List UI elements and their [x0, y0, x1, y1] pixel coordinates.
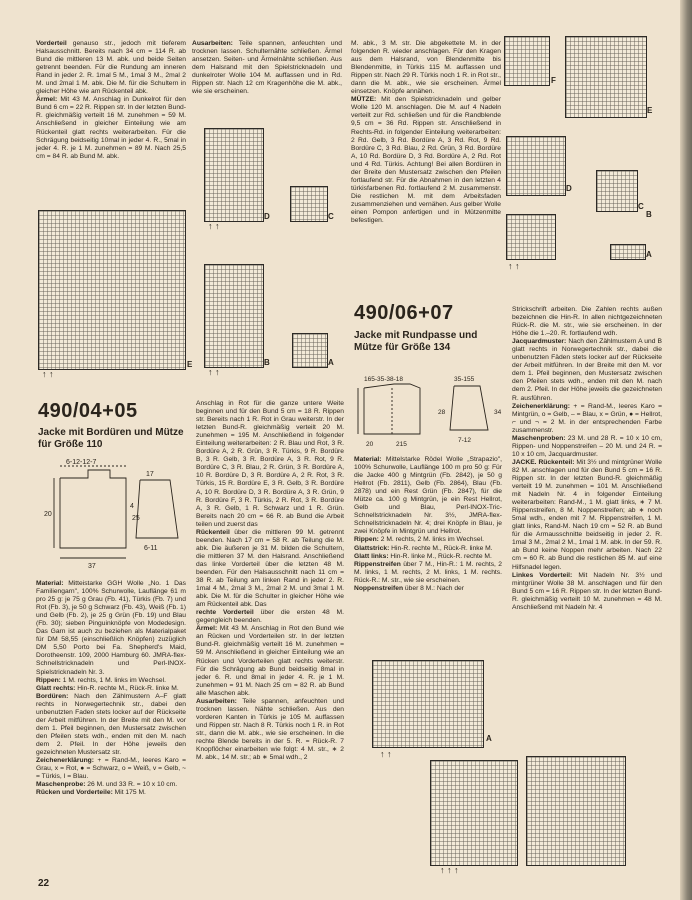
col3-top-text	[351, 40, 501, 225]
col2-bottom-text	[196, 400, 344, 762]
dim-label: 37	[88, 563, 96, 570]
paragraph: Material: Mittelstarke Rödel Wolle „Strapazio", 100% Schurwolle, Lauflänge 100 m pro 50 g: Für die Jacke 400 g Mintgrün (Fb. 2842), je 50 g Hellrot (Fb. 2811), Gelb (Fb. 2864), Blau (Fb. 2878) und ein Rest Grün (Fb. 2847), für die Mütze ca. 100 g Mintgrün, je ein Rest Hellrot, Gelb und Blau, Perl-INOX-Tric-Schnellstricknadeln Nr. 3½, JMRA-flex-Schnellstricknadeln Nr. 4; drei Knöpfe in Blau, je zwei Knöpfe in Mintgrün und Hellrot.	[354, 456, 502, 536]
chart-d-right	[506, 136, 566, 196]
col4-text	[512, 306, 662, 612]
paragraph: JACKE. Rückenteil: Mit 3½ und mintgrüner Wolle 82 M. anschlagen und für den Bund 5 cm = 16 R. Rippen str. In der letzten Bund-R. gleichmäßig verteilt 19 M. zunehmen = 101 M. Anschließend mit Nadeln Nr. 4 in folgender Einteilung weiterarbeiten: Rand-M., 1 M. glatt links, ∗ 7 M. Rippenstreifen, 8 M. Noppenstreifen; ab ∗ noch 5mal wdh., enden mit 7 M. Rippenstreifen, 1 M. glatt links, Rand-M. Nach 19 cm = 52 R. ab Bund für die Armausschnitte beidseitig in jeder 2. R. 1mal 3 M., 2mal 2 M., 1mal 1 M. abk. In der 59. R. ab Bund keine Noppen mehr arbeiten. Nach 22 cm = 60 R. ab Bund die restlichen 85 M. auf eine Hilfsnadel legen.	[512, 458, 662, 571]
dim-label: 20	[44, 511, 52, 518]
dim-label: 25	[132, 515, 140, 522]
chart-label: B	[264, 358, 270, 367]
chart-b-middle	[204, 264, 264, 368]
arrow-icon: ↑ ↑	[42, 369, 54, 379]
jacket-schematic-134	[354, 374, 504, 454]
dim-label: 4	[130, 503, 134, 510]
paragraph: Ärmel: Mit 43 M. Anschlag in Dunkelrot für den Bund 6 cm = 22 R. Rippen str. In der letzten Bund-R. gleichmäßig verteilt 16 M. zunehmen = 59 M. Anschließend in gleicher Einteilung wie am Rückenteil glatt rechts weiterarbeiten. Für die Schrägung beidseitig 10mal in jeder 4. R., 5mal in jeder 4. R. je 1 M. zunehmen = 89 M. Nach 25,5 cm = 84 R. ab Bund M. abk.	[36, 96, 186, 160]
dim-label: 6-11	[144, 545, 158, 552]
page-binding	[680, 0, 692, 900]
dim-label: 17	[146, 471, 154, 478]
arrow-icon: ↑ ↑	[208, 367, 220, 377]
col3-bottom-text	[354, 456, 502, 593]
yoke-chart-left	[430, 760, 518, 866]
dim-label: 7-12	[458, 437, 472, 444]
arrow-icon: ↑ ↑ ↑	[440, 865, 459, 875]
paragraph: Ausarbeiten: Teile spannen, anfeuchten und trocknen lassen. Nähte schließen. Aus den vorderen Kanten in Türkis je 105 M. auffassen und Rippen str. Nach 8 R. Türkis noch 1 R. in Rot str., dann die M. abk., wie sie erscheinen. In die rechte Blende bereits in der 5. R. = Rück-R. 7 Knopflöcher einarbeiten wie folgt: 4 M. str., ∗ 2 M. abk., 14 M. str.; ab ∗ 5mal wdh., 2	[196, 697, 344, 762]
paragraph: Anschlag in Rot für die ganze untere Weite beginnen und für den Bund 5 cm = 18 R. Rippen str. Bereits nach 1 R. Rot in Grau weiterstr. In der letzten Bund-R. gleichmäßig verteilt 20 M. zunehmen = 195 M. Anschließend in folgender Einteilung weiterarbeiten: 2 R. Blau und Rot, 3 R. Bordüre A, 2 R. Grün, 3 R. Türkis, 9 R. Bordüre B, 3 R. Gelb, 3 R. Bordüre A, 3 R. Rot, 9 R. Bordüre C, 3 R. Blau, 2 R. Grün, 3 R. Bordüre A, 10 R. Bordüre D, 3 R. Bordüre A, 2 R. Rot, 3 R. Türkis, 15 R. Bordüre E, 3 R. Gelb, 3 R. Bordüre A, 10 R. Bordüre D, 3 R. Bordüre A, 3 R. Grün, 9 R. Bordüre F, 3 R. Türkis, 2 R. Rot, 3 R. Bordüre A, 3 R. Gelb, 1 R. Schwarz und 1 R. Grün. Bereits nach 20 cm = 66 R. ab Bund die Arbeit teilen und zuerst das	[196, 400, 344, 528]
chart-c-middle	[290, 186, 328, 222]
paragraph: MÜTZE: Mit den Spielstricknadeln und gelber Wolle 120 M. anschlagen. Die M. auf 4 Nadeln verteilt zur Rd. schließen und für die Randblende 9,5 cm = 36 Rd. Rippen str. Anschließend in Rechts-Rd. in folgender Einteilung weiterarbeiten: 2 Rd. Gelb, 3 Rd. Bordüre A, 3 Rd. Rot, 9 Rd. Bordüre C, 3 Rd. Blau, 2 Rd. Grün, 3 Rd. Bordüre A, 10 Rd. Bordüre D, 3 Rd. Bordüre A, 2 Rd. Rot und 4 Rd. Türkis. Achtung! Bei allen Bordüren in der Breite den Mustersatz zwischen den Pfeilen fortlaufend str. Für die Abnahmen in den letzten 4 türkisfarbenen Rd. fortlaufend 2 M. zusammenstr. Die restlichen M. mit dem Arbeitsfaden zusammenziehen und vernähen. Aus gelber Wolle einen Pompon anfertigen und in Mützenmitte befestigen.	[351, 96, 501, 225]
col1-bottom-text	[36, 580, 186, 797]
paragraph: Linkes Vorderteil: Mit Nadeln Nr. 3½ und mintgrüner Wolle 38 M. anschlagen und für den Bund 5 cm = 16 R. Rippen str. In der letzten Bund-R. gleichmäßig verteilt 10 M. zunehmen = 48 M. Anschließend mit Nadeln Nr. 4	[512, 571, 662, 611]
pattern-number: 490/04+05	[38, 400, 138, 422]
chart-label: A	[486, 734, 492, 743]
dim-label: 215	[396, 441, 407, 448]
paragraph: Strickschrift arbeiten. Die Zahlen rechts außen bezeichnen die Hin-R. In allen nichtgezeichneten Rück-R. die M. str., wie sie erscheinen. In der Höhe die 1.–20. R. fortlaufend wdh.	[512, 306, 662, 338]
pattern-number: 490/06+07	[354, 302, 454, 324]
paragraph: Glatt links: Hin-R. linke M., Rück-R. rechte M.	[354, 552, 492, 560]
dim-label: 6-12-12-7	[66, 459, 97, 466]
chart-a-middle	[292, 333, 328, 368]
nopp-chart	[372, 660, 484, 748]
dim-label: 165-35-38-18	[364, 376, 404, 383]
paragraph: Rückenteil über die mittleren 99 M. getrennt beenden. Nach 17 cm = 58 R. ab Teilung die M. abk. Die äußeren je 31 M. bilden die Schultern, die mittleren 37 M. den Halsrand. Anschließend das linke Vorderteil über die letzten 48 M. beenden. Für den Halsausschnitt nach 11 cm = 38 R. ab Teilung am linken Rand in jeder 2. R. 1mal 4 M., 2mal 3 M., 2mal 2 M. und 3mal 1 M. abk. Die M. für die Schulter in gleicher Höhe wie am Rückenteil abk. Das	[196, 528, 344, 609]
paragraph: Glattstrick: Hin-R. rechte M., Rück-R. linke M.	[354, 544, 493, 552]
dim-label: 35-155	[454, 376, 475, 383]
yoke-chart-right	[526, 756, 626, 866]
paragraph: Ausarbeiten: Teile spannen, anfeuchten und trocknen lassen. Schulternähte schließen. Ärmel ansetzen. Seiten- und Ärmelnähte schließen. Aus dem Halsrand mit den Spielstricknadeln und dunkelroter Wolle 104 M. auffassen und in Rd. Rippen str. Nach 12 cm Kragenhöhe die M. abk., wie sie erscheinen.	[192, 40, 342, 96]
dim-label: 28	[438, 409, 446, 416]
pattern-title: Jacke mit Bordüren und Mütze für Größe 110	[38, 427, 184, 450]
paragraph: Material: Mitteistarke GGH Wolle „No. 1 Das Familiengarn", 100% Schurwolle, Lauflänge 61 m pro 25 g: je 75 g Grau (Fb. 41), Türkis (Fb. 7) und Rot (Fb. 3), je 50 g Schwarz (Fb. 43), Weiß (Fb. 1) und Gelb (Fb. 2), je 25 g Grün (Fb. 19) und Blau (Fb. 30); sieben Pinguinknöpfe von Modedesign. Das Garn ist auch zu beziehen als Materialpaket für DM 58,55 (einschließlich Knöpfen) zuzüglich DM 5,50 Porto bei Fa. Shepherd's Maid, Dorotheenstr. 109, 2000 Hamburg 60. JMRA-flex-Schnellstricknadeln und Perl-INOX-Spielstricknadeln Nr. 3.	[36, 580, 186, 676]
chart-f-right	[504, 36, 550, 86]
paragraph: Maschenproben: 23 M. und 28 R. = 10 x 10 cm, Rippen- und Noppenstreifen – 20 M. und 24 R. = 10 x 10 cm, Jacquardmuster.	[512, 434, 662, 458]
paragraph: Rippen: 1 M. rechts, 1 M. links im Wechsel.	[36, 676, 166, 684]
arrow-icon: ↑ ↑	[208, 221, 220, 231]
chart-c-right	[596, 170, 638, 212]
col2-top-text	[192, 40, 342, 96]
chart-d-middle	[204, 128, 264, 222]
chart-label: C	[638, 202, 644, 211]
paragraph: Rippen: 2 M. rechts, 2 M. links im Wechsel.	[354, 536, 484, 544]
paragraph: Glatt rechts: Hin-R. rechte M., Rück-R. linke M.	[36, 684, 179, 692]
paragraph: Rippenstreifen über 7 M., Hin-R.: 1 M. rechts, 2 M. links, 1 M. rechts, 2 M. links, 1 M. rechts. Rück-R.: M. str., wie sie erscheinen.	[354, 560, 502, 584]
paragraph: Maschenprobe: 26 M. und 33 R. = 10 x 10 cm.	[36, 781, 178, 789]
chart-e-right	[565, 36, 647, 118]
paragraph: Jacquardmuster: Nach den Zählmustern A und B glatt rechts in Norwegertechnik str., dabei die unbenutzten Fäden stets locker auf der Rückseite der Arbeit mitführen. In der Breite mit den M. vor dem 1. Pfeil beginnen, den Mustersatz zwischen den Pfeilen stets wdh., enden mit den M. nach dem 2. Pfeil. In der Höhe jeweils die gezeichneten R. ausführen.	[512, 338, 662, 402]
paragraph: Bordüren: Nach den Zählmustern A–F glatt rechts in Norwegertechnik str., dabei den unbenutzten Faden stets locker auf der Rückseite der Arbeit mitführen. In der Breite mit den M. vor dem 1. Pfeil beginnen, den Mustersatz zwischen den Pfeilen stets wdh., enden mit den M. nach dem 2. Pfeil. In der Höhe jeweils den gezeichneten Mustersatz str.	[36, 692, 186, 756]
chart-label: D	[566, 184, 572, 193]
chart-a-right	[610, 244, 646, 260]
jacket-schematic-110	[40, 458, 188, 576]
paragraph: Rücken und Vorderteile: Mit 175 M.	[36, 789, 146, 797]
chart-b-right	[506, 214, 556, 260]
page-number: 22	[38, 878, 50, 889]
chart-e-large	[38, 210, 186, 370]
chart-label: A	[646, 250, 652, 259]
chart-label: C	[328, 212, 334, 221]
chart-label: E	[647, 106, 653, 115]
col1-top-text	[36, 40, 186, 161]
arrow-icon: ↑ ↑	[508, 261, 520, 271]
paragraph: Vorderteil genauso str., jedoch mit tieferem Halsausschnitt. Bereits nach 34 cm = 114 R. ab Bund die mittleren 13 M. abk. und beide Seiten getrennt beenden. Für die Rundung am inneren Rand in jeder 2. R. 1mal 5 M., 1mal 3 M., 2mal 2 M. und 2mal 1 M. abk. Die M. für die Schultern in gleicher Höhe wie am Rückenteil abk.	[36, 40, 186, 96]
paragraph: Ärmel: Mit 43 M. Anschlag in Rot den Bund wie an Rücken und Vorderteilen str. In der letzten Bund-R. gleichmäßig verteilt 16 M. zunehmen = 59 M. Anschließend in gleicher Einteilung wie an Rücken und Vorderteilen glatt rechts weiterstr. Für die Schrägung ab Bund beidseitig 8mal in jeder 6. R. und 8mal in jeder 4. R. je 1 M. zunehmen = 91 M. Nach 25 cm = 82 R. ab Bund alle Maschen abk.	[196, 625, 344, 697]
paragraph: M. abk., 3 M. str. Die abgekettete M. in der folgenden R. wieder anschlagen. Für den Kragen aus dem Halsrand, von Blendenmitte bis Blendenmitte, in Türkis 115 M. auffassen und Rippen str. Nach 29 R. Türkis noch 1 R. in Rot str., dann die M. abk., wie sie erscheinen. Ärmel einsetzen. Knöpfe annähen.	[351, 40, 501, 96]
arrow-icon: ↑ ↑	[380, 749, 392, 759]
chart-label: B	[646, 210, 652, 219]
pattern-title: Jacke mit Rundpasse und Mütze für Größe 134	[354, 330, 478, 353]
paragraph: rechte Vorderteil über die ersten 48 M. gegengleich beenden.	[196, 609, 344, 625]
dim-label: 20	[366, 441, 374, 448]
paragraph: Noppenstreifen über 8 M.: Nach der	[354, 584, 465, 592]
paragraph: Zeichenerklärung: + = Rand-M., leeres Karo = Mintgrün, o = Gelb, – = Blau, x = Grün, ● = Hellrot, ⌐ und ¬ = 2 M. in der entsprechenden Farbe zusammenstr.	[512, 402, 662, 434]
paragraph: Zeichenerklärung: + = Rand-M., leeres Karo = Grau, x = Rot, ● = Schwarz, o = Weiß, v = Gelb, ~ = Türkis, I = Blau.	[36, 757, 186, 781]
chart-label: E	[187, 360, 193, 369]
chart-label: D	[264, 212, 270, 221]
chart-label: A	[328, 358, 334, 367]
dim-label: 34	[494, 409, 502, 416]
chart-label: F	[551, 76, 556, 85]
